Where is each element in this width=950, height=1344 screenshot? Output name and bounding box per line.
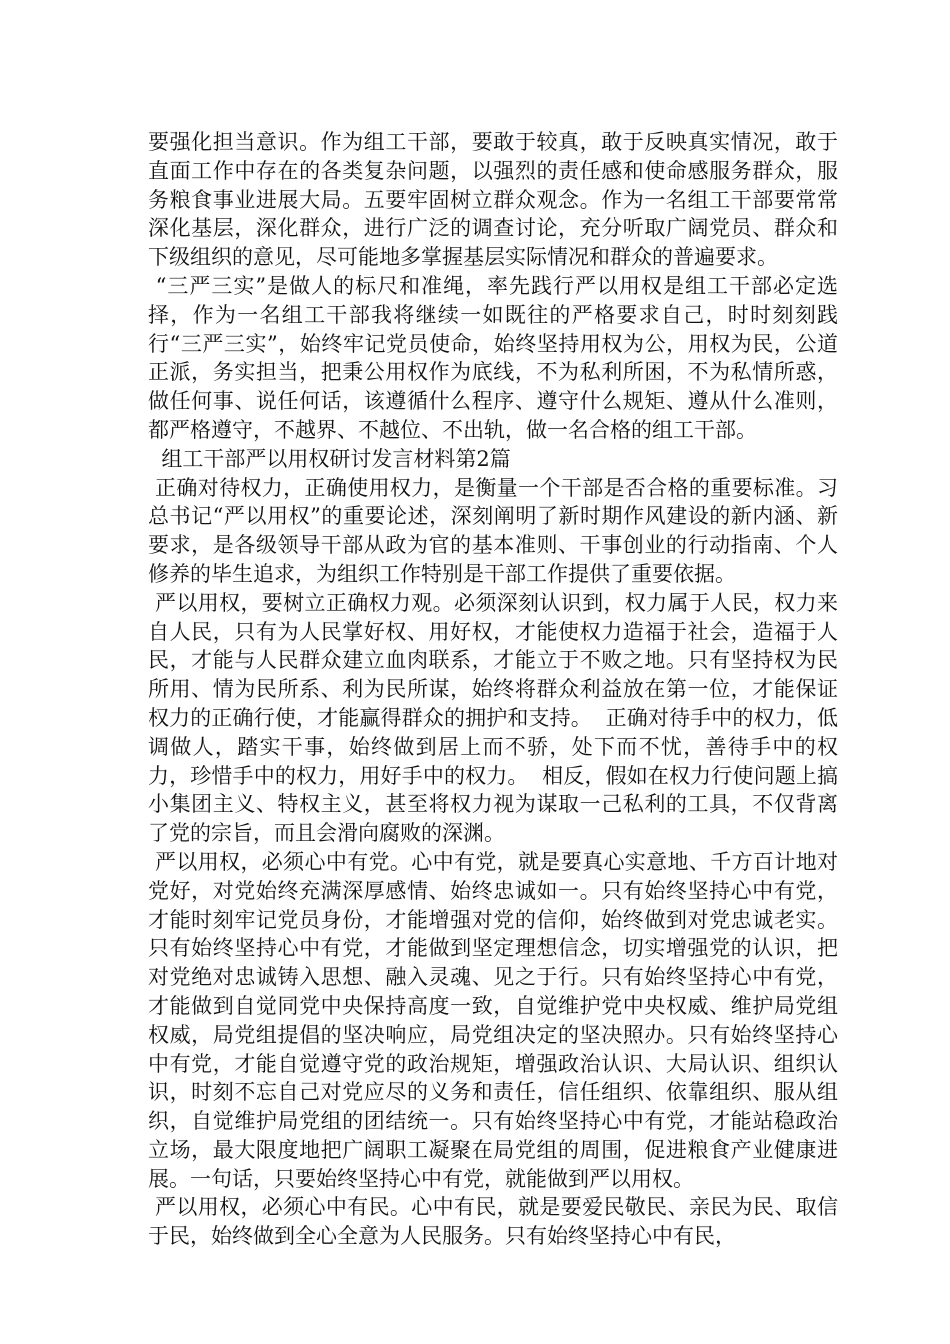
paragraph-responsibility: 要强化担当意识。作为组工干部，要敢于较真，敢于反映真实情况，敢于直面工作中存在的各类复杂问题，以强烈的责任感和使命感服务群众，服务粮食事业进展大局。五要牢固树立群众观念。作为一名组工干部要常常深化基层，深化群众，进行广泛的调查讨论，充分听取广阔党员、群众和下级组织的意见，尽可能地多掌握基层实际情况和群众的普遍要求。 xyxy=(148,130,838,270)
section-heading: 组工干部严以用权研讨发言材料第2篇 xyxy=(148,446,511,471)
paragraph-three-stricts: “三严三实”是做人的标尺和准绳，率先践行严以用权是组工干部必定选择，作为一名组工干部我将继续一如既往的严格要求自己，时时刻刻践行“三严三实”，始终牢记党员使命，始终坚持用权为公，用权为民，公道正派，务实担当，把秉公用权作为底线，不为私利所困，不为私情所惑，做任何事、说任何话，该遵循什么程序、遵守什么规矩、遵从什么准则，都严格遵守，不越界、不越位、不出轨，做一名合格的组工干部。 xyxy=(148,273,838,442)
paragraph-power-view-intro: 正确对待权力，正确使用权力，是衡量一个干部是否合格的重要标准。习总书记“严以用权”的重要论述，深刻阐明了新时期作风建设的新内涵、新要求，是各级领导干部从政为官的基本准则、干事创业的行动指南、个人修养的毕生追求，为组织工作特别是干部工作提供了重要依据。 xyxy=(148,475,838,586)
paragraph-correct-power-view: 严以用权，要树立正确权力观。必须深刻认识到，权力属于人民，权力来自人民，只有为人民掌好权、用好权，才能使权力造福于社会，造福于人民，才能与人民群众建立血肉联系，才能立于不败之地。只有坚持权为民所用、情为民所系、利为民所谋，始终将群众利益放在第一位，才能保证权力的正确行使，才能赢得群众的拥护和支持。 正确对待手中的权力，低调做人，踏实干事，始终做到居上而不骄，处下而不忧，善待手中的权力，珍惜手中的权力，用好手中的权力。 相反，假如在权力行使问题上搞小集团主义、特权主义，甚至将权力视为谋取一己私利的工具，不仅背离了党的宗旨，而且会滑向腐败的深渊。 xyxy=(148,590,838,846)
paragraph-people-in-heart: 严以用权，必须心中有民。心中有民，就是要爱民敬民、亲民为民、取信于民，始终做到全心全意为人民服务。只有始终坚持心中有民， xyxy=(148,1195,838,1249)
paragraph-party-in-heart: 严以用权，必须心中有党。心中有党，就是要真心实意地、千方百计地对党好，对党始终充满深厚感情、始终忠诚如一。只有始终坚持心中有党，才能时刻牢记党员身份，才能增强对党的信仰，始终做到对党忠诚老实。只有始终坚持心中有党，才能做到坚定理想信念，切实增强党的认识，把对党绝对忠诚铸入思想、融入灵魂、见之于行。只有始终坚持心中有党，才能做到自觉同党中央保持高度一致，自觉维护党中央权威、维护局党组权威，局党组提倡的坚决响应，局党组决定的坚决照办。只有始终坚持心中有党，才能自觉遵守党的政治规矩，增强政治认识、大局认识、组织认识，时刻不忘自己对党应尽的义务和责任，信任组织、依靠组织、服从组织，自觉维护局党组的团结统一。只有始终坚持心中有党，才能站稳政治立场，最大限度地把广阔职工凝聚在局党组的周围，促进粮食产业健康进展。一句话，只要始终坚持心中有党，就能做到严以用权。 xyxy=(148,849,838,1191)
document-page xyxy=(148,128,838,1251)
